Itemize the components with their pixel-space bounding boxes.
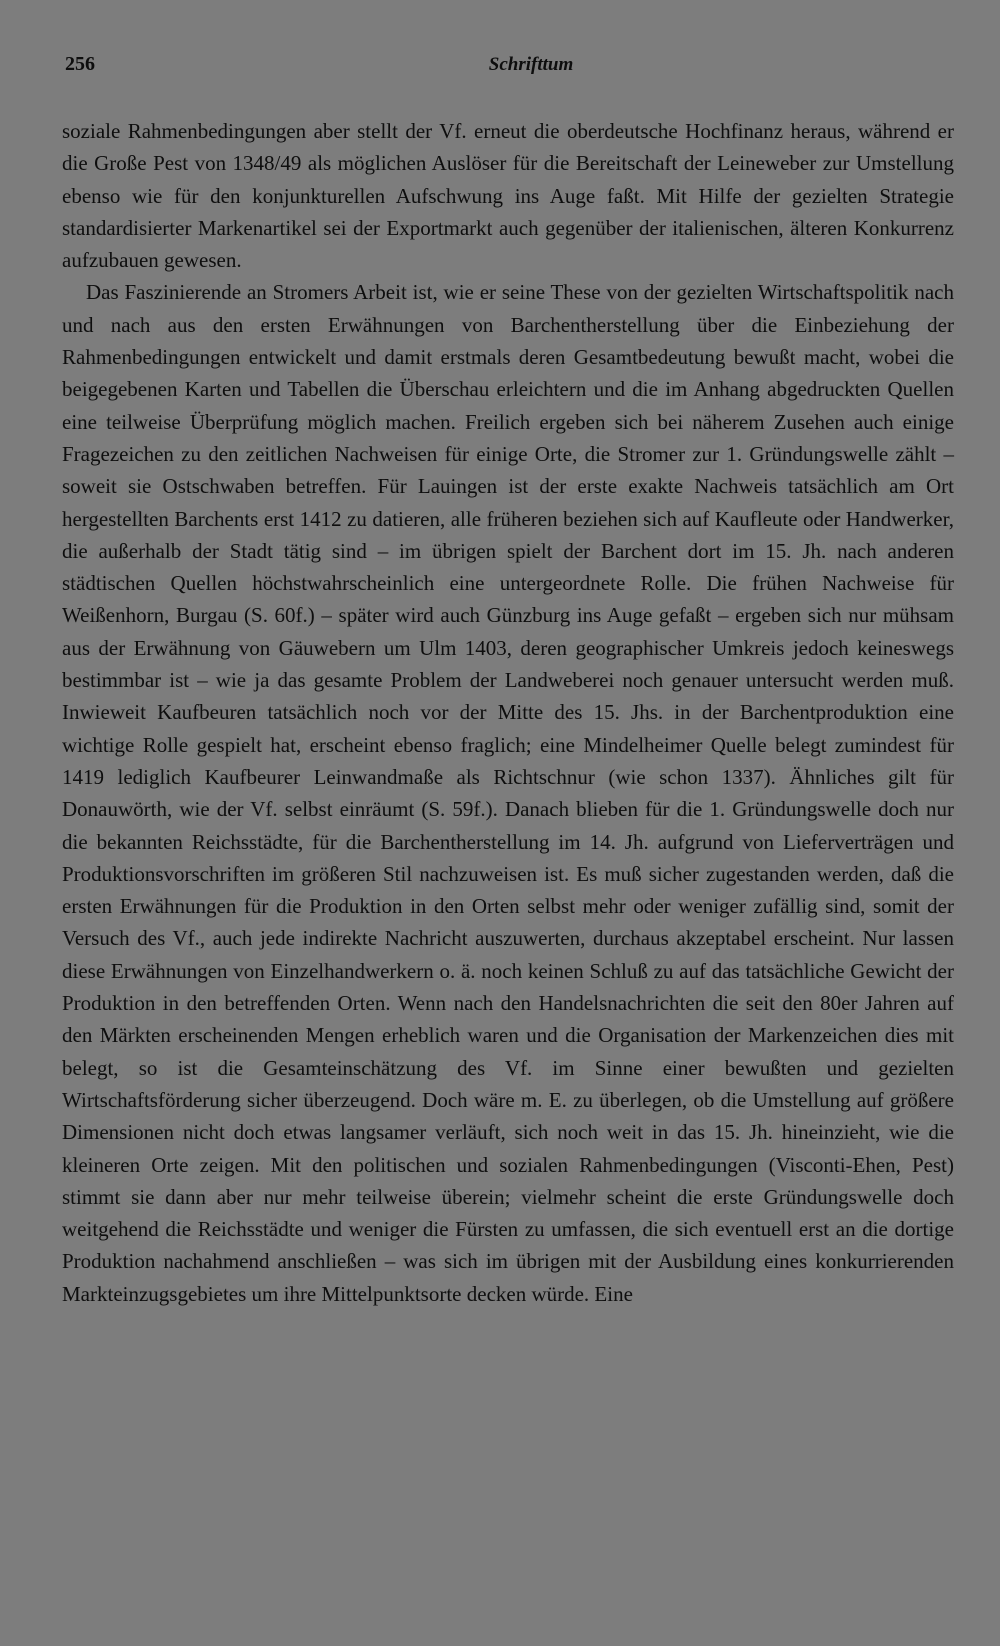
running-head (62, 44, 954, 84)
paragraph: Das Faszinierende an Stromers Arbeit ist, wie er seine These von der gezielten Wirtschaftspolitik nach und nach aus den ersten Erwähnungen von Barchentherstellung über die Einbeziehung der Rahmenbedingungen entwickelt und damit erstmals deren Gesamtbedeutung bewußt macht, wobei die beigegebenen Karten und Tabellen die Überschau erleichtern und die im Anhang abgedruckten Quellen eine teilweise Überprüfung möglich machen. Freilich ergeben sich bei näherem Zusehen auch einige Fragezeichen zu den zeitlichen Nachweisen für einige Orte, die Stromer zur 1. Gründungswelle zählt – soweit sie Ostschwaben betreffen. Für Lauingen ist der erste exakte Nachweis tatsächlich am Ort hergestellten Barchents erst 1412 zu datieren, alle früheren beziehen sich auf Kaufleute oder Handwerker, die außerhalb der Stadt tätig sind – im übrigen spielt der Barchent dort im 15. Jh. nach anderen städtischen Quellen höchstwahrscheinlich eine untergeordnete Rolle. Die frühen Nachweise für Weißenhorn, Burgau (S. 60f.) – später wird auch Günzburg ins Auge gefaßt – ergeben sich nur mühsam aus der Erwähnung von Gäuwebern um Ulm 1403, deren geographischer Umkreis jedoch keineswegs bestimmbar ist – wie ja das gesamte Problem der Landweberei noch genauer untersucht werden muß. Inwieweit Kaufbeuren tatsächlich noch vor der Mitte des 15. Jhs. in der Barchentproduktion eine wichtige Rolle gespielt hat, erscheint ebenso fraglich; eine Mindelheimer Quelle belegt zumindest für 1419 lediglich Kaufbeurer Leinwandmaße als Richtschnur (wie schon 1337). Ähnliches gilt für Donauwörth, wie der Vf. selbst einräumt (S. 59f.). Danach blieben für die 1. Gründungswelle doch nur die bekannten Reichsstädte, für die Barchentherstellung im 14. Jh. aufgrund von Lieferverträgen und Produktionsvorschriften im größeren Stil nachzuweisen ist. Es muß sicher zugestanden werden, daß die ersten Erwähnungen für die Produktion in den Orten selbst mehr oder weniger zufällig sind, somit der Versuch des Vf., auch jede indirekte Nachricht auszuwerten, durchaus akzeptabel erscheint. Nur lassen diese Erwähnungen von Einzelhandwerkern o. ä. noch keinen Schluß zu auf das tatsächliche Gewicht der Produktion in den betreffenden Orten. Wenn nach den Handelsnachrichten die seit den 80er Jahren auf den Märkten erscheinenden Mengen erheblich waren und die Organisation der Markenzeichen dies mit belegt, so ist die Gesamteinschätzung des Vf. im Sinne einer bewußten und gezielten Wirtschaftsförderung sicher überzeugend. Doch wäre m. E. zu überlegen, ob die Umstellung auf größere Dimensionen nicht doch etwas langsamer verläuft, sich noch weit in das 15. Jh. hineinzieht, wie die kleineren Orte zeigen. Mit den politischen und sozialen Rahmenbedingungen (Visconti-Ehen, Pest) stimmt sie dann aber nur mehr teilweise überein; vielmehr scheint die erste Gründungswelle doch weitgehend die Reichsstädte und weniger die Fürsten zu umfassen, die sich eventuell erst an die dortige Produktion nachahmend anschließen – was sich im übrigen mit der Ausbildung eines konkurrierenden Markteinzugsgebietes um ihre Mittelpunktsorte decken würde. Eine (62, 280, 954, 1306)
running-title: Schrifttum (488, 54, 574, 75)
page-number: 256 (65, 53, 95, 75)
body-text (62, 115, 954, 1310)
book-page (62, 44, 954, 1310)
paragraph: soziale Rahmenbedingungen aber stellt der Vf. erneut die oberdeutsche Hochfinanz heraus, während er die Große Pest von 1348/49 als möglichen Auslöser für die Bereitschaft der Leineweber zur Umstellung ebenso wie für den konjunkturellen Aufschwung ins Auge faßt. Mit Hilfe der gezielten Strategie standardisierter Markenartikel sei der Exportmarkt auch gegenüber der italienischen, älteren Konkurrenz aufzubauen gewesen. (62, 119, 954, 273)
